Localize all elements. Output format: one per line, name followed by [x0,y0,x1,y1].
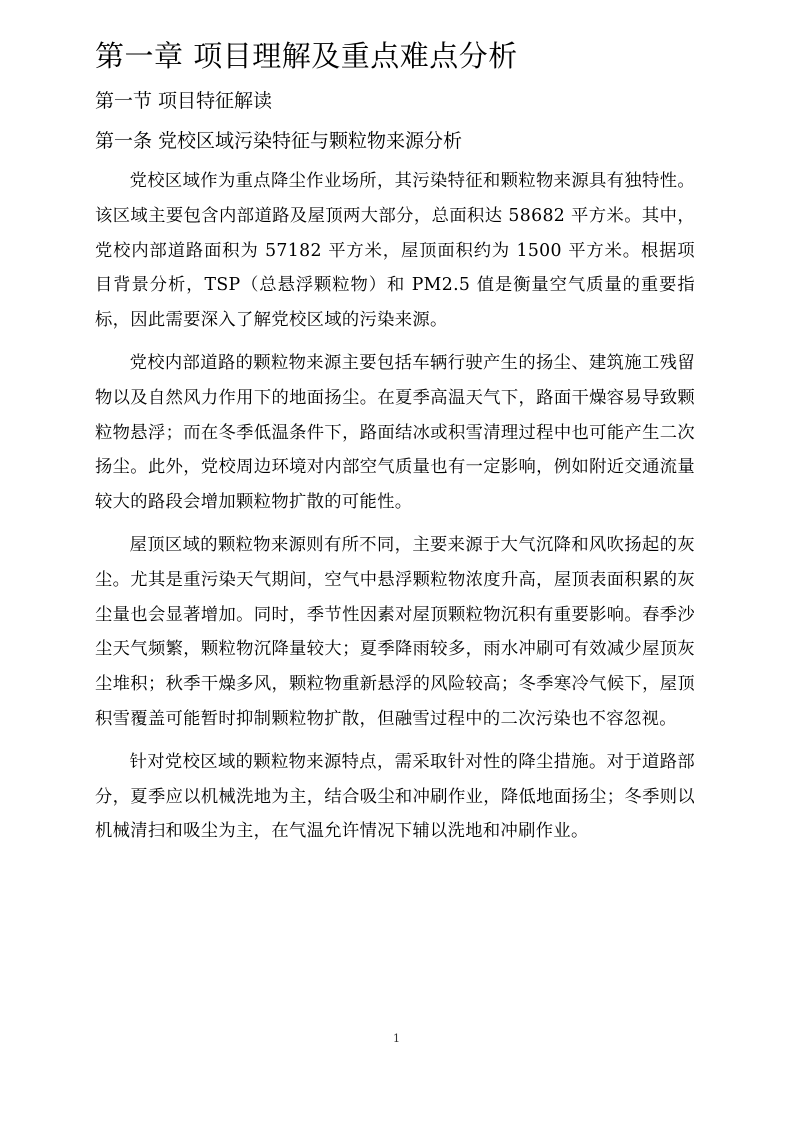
article-title: 第一条 党校区域污染特征与颗粒物来源分析 [95,130,463,152]
chapter-title: 第一章 项目理解及重点难点分析 [95,39,518,73]
paragraph-road-sources: 党校内部道路的颗粒物来源主要包括车辆行驶产生的扬尘、建筑施工残留物以及自然风力作用下的地面扬尘。在夏季高温天气下，路面干燥容易导致颗粒物悬浮；而在冬季低温条件下，路面结冰或积雪清理过程中也可能产生二次扬尘。此外，党校周边环境对内部空气质量也有一定影响，例如附近交通流量较大的路段会增加颗粒物扩散的可能性。 [95,352,695,513]
document-body [95,34,695,857]
paragraph-roof-sources: 屋顶区域的颗粒物来源则有所不同，主要来源于大气沉降和风吹扬起的灰尘。尤其是重污染天气期间，空气中悬浮颗粒物浓度升高，屋顶表面积累的灰尘量也会显著增加。同时，季节性因素对屋顶颗粒物沉积有重要影响。春季沙尘天气频繁，颗粒物沉降量较大；夏季降雨较多，雨水冲刷可有效减少屋顶灰尘堆积；秋季干燥多风，颗粒物重新悬浮的风险较高；冬季寒冷气候下，屋顶积雪覆盖可能暂时抑制颗粒物扩散，但融雪过程中的二次污染也不容忽视。 [95,534,695,729]
section-title: 第一节 项目特征解读 [95,90,273,112]
page-number: 1 [393,1032,400,1045]
paragraph-pollution-overview: 党校区域作为重点降尘作业场所，其污染特征和颗粒物来源具有独特性。该区域主要包含内部道路及屋顶两大部分，总面积达 58682 平方米。其中，党校内部道路面积为 57182 平方米，屋顶面积约为 1500 平方米。根据项目背景分析，TSP（总悬浮颗粒物）和 PM2.5 值是衡量空气质量的重要指标，因此需要深入了解党校区域的污染来源。 [95,171,695,331]
paragraph-measures: 针对党校区域的颗粒物来源特点，需采取针对性的降尘措施。对于道路部分，夏季应以机械洗地为主，结合吸尘和冲刷作业，降低地面扬尘；冬季则以机械清扫和吸尘为主，在气温允许情况下辅以洗地和冲刷作业。 [95,751,695,842]
